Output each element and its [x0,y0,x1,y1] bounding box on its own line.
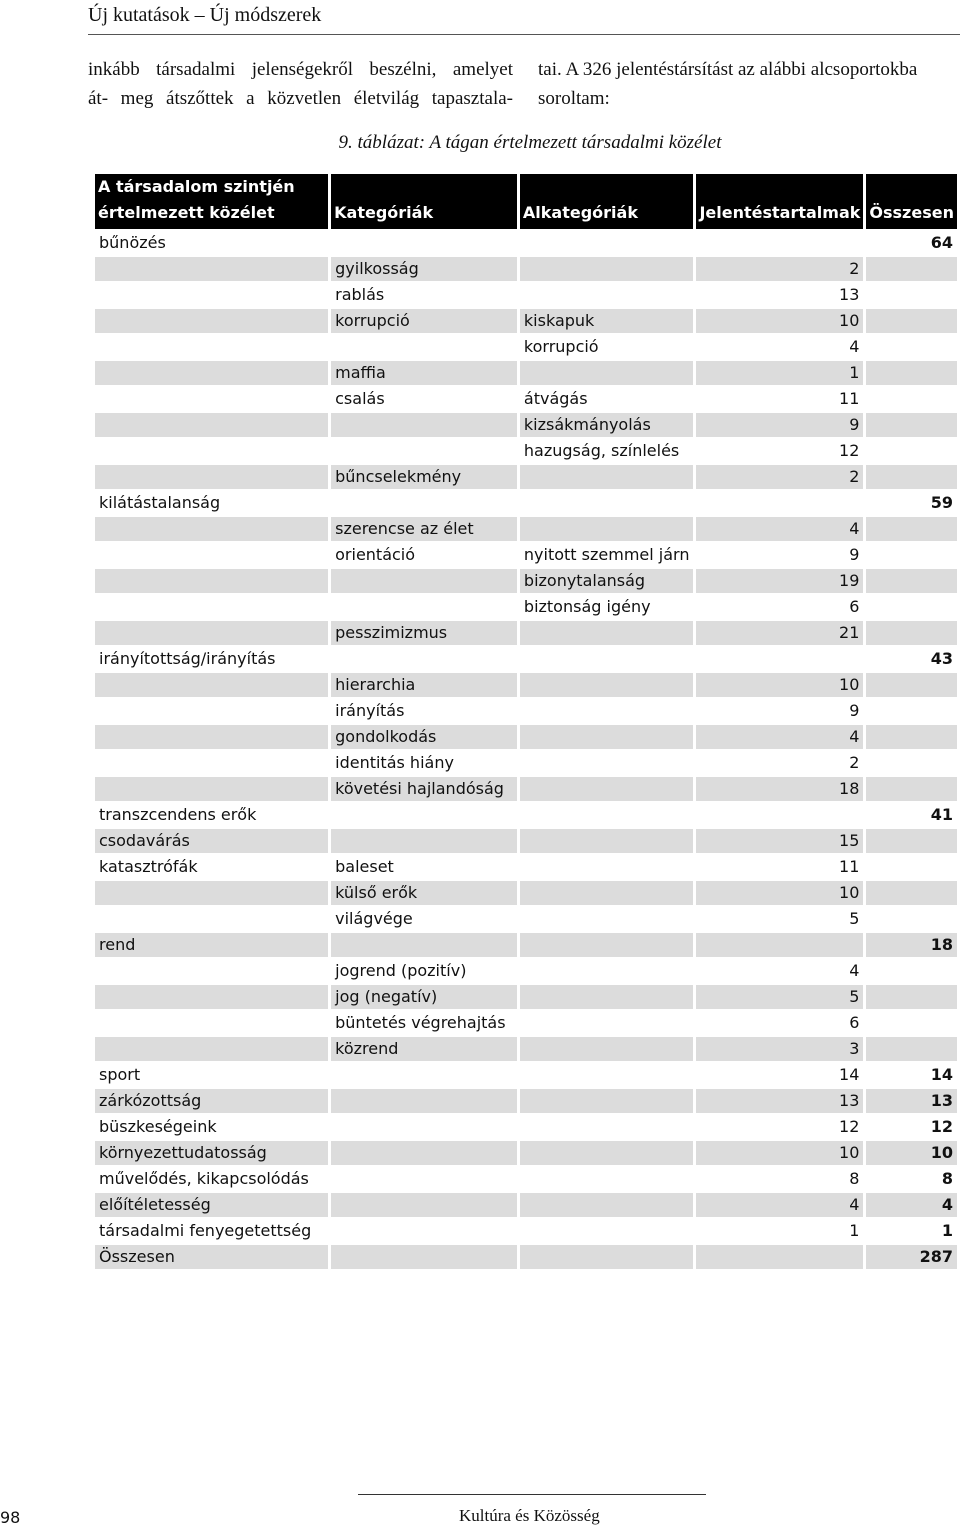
subcategory-cell: nyitott szemmel járn [520,543,694,567]
total-cell [866,543,957,567]
subcategory-cell [520,985,694,1009]
total-cell: 10 [866,1141,957,1165]
total-cell [866,283,957,307]
category-cell [331,335,517,359]
level-cell: rend [95,933,328,957]
level-cell: zárkózottság [95,1089,328,1113]
meaning-count-cell: 10 [696,881,863,905]
category-cell [331,595,517,619]
level-cell [95,595,328,619]
meaning-count-cell: 10 [696,673,863,697]
level-cell [95,257,328,281]
category-cell: jog (negatív) [331,985,517,1009]
category-cell: hierarchia [331,673,517,697]
level-cell [95,699,328,723]
meaning-count-cell: 11 [696,855,863,879]
table-row [95,699,957,723]
subcategory-cell [520,231,694,255]
meaning-count-cell: 14 [696,1063,863,1087]
level-cell: sport [95,1063,328,1087]
category-cell: külső erők [331,881,517,905]
category-cell: maffia [331,361,517,385]
total-cell [866,517,957,541]
subcategory-cell [520,283,694,307]
category-cell [331,1115,517,1139]
level-cell: művelődés, kikapcsolódás [95,1167,328,1191]
table-row [95,517,957,541]
table-row [95,1115,957,1139]
level-cell [95,1011,328,1035]
meaning-count-cell: 12 [696,1115,863,1139]
meaning-count-cell: 18 [696,777,863,801]
subcategory-cell: átvágás [520,387,694,411]
total-cell [866,985,957,1009]
meaning-count-cell: 4 [696,335,863,359]
column-header-subcategory: Alkategóriák [520,174,694,229]
meaning-count-cell: 2 [696,751,863,775]
table-row [95,1063,957,1087]
category-cell [331,803,517,827]
running-title: Új kutatások – Új módszerek [88,4,322,26]
table-row [95,673,957,697]
subcategory-cell [520,1245,694,1269]
category-cell [331,647,517,671]
level-cell [95,959,328,983]
column-header-total: Összesen [866,174,957,229]
category-cell: szerencse az élet [331,517,517,541]
table-caption: 9. táblázat: A tágan értelmezett társadalmi közélet [338,132,722,153]
meaning-count-cell: 5 [696,985,863,1009]
table-row [95,439,957,463]
meaning-count-cell: 11 [696,387,863,411]
total-cell: 8 [866,1167,957,1191]
data-table [92,172,960,1271]
meaning-count-cell: 15 [696,829,863,853]
total-cell [866,335,957,359]
meaning-count-cell: 4 [696,1193,863,1217]
category-cell [331,1167,517,1191]
category-cell: irányítás [331,699,517,723]
subcategory-cell [520,647,694,671]
level-cell: transzcendens erők [95,803,328,827]
category-cell: pesszimizmus [331,621,517,645]
meaning-count-cell: 4 [696,959,863,983]
subcategory-cell [520,855,694,879]
table-row [95,1219,957,1243]
category-cell: követési hajlandóság [331,777,517,801]
table-row [95,725,957,749]
category-cell: büntetés végrehajtás [331,1011,517,1035]
level-cell: csodavárás [95,829,328,853]
subcategory-cell [520,1063,694,1087]
level-cell: Összesen [95,1245,328,1269]
meaning-count-cell: 19 [696,569,863,593]
total-cell [866,751,957,775]
level-cell [95,725,328,749]
category-cell [331,1245,517,1269]
level-cell [95,621,328,645]
meaning-count-cell: 10 [696,1141,863,1165]
subcategory-cell [520,959,694,983]
total-cell [866,855,957,879]
meaning-count-cell: 9 [696,543,863,567]
subcategory-cell: kizsákmányolás [520,413,694,437]
subcategory-cell [520,829,694,853]
table-body [95,231,957,1269]
level-cell [95,387,328,411]
level-cell [95,335,328,359]
table-row [95,595,957,619]
level-cell [95,907,328,931]
table-header-row [95,174,957,229]
category-cell: bűncselekmény [331,465,517,489]
body-text-line: át- meg átszőttek a közvetlen életvilág tapasztala- [88,88,513,109]
meaning-count-cell: 1 [696,361,863,385]
total-cell: 59 [866,491,957,515]
body-text-line: tai. A 326 jelentéstársítást az alábbi alcsoportokba [538,59,918,80]
category-cell: gondolkodás [331,725,517,749]
level-cell: társadalmi fenyegetettség [95,1219,328,1243]
table-row [95,1167,957,1191]
subcategory-cell [520,777,694,801]
total-cell [866,907,957,931]
subcategory-cell [520,1219,694,1243]
page-number: 98 [0,1508,21,1527]
total-cell [866,439,957,463]
table-row [95,387,957,411]
table-row [95,413,957,437]
total-cell: 4 [866,1193,957,1217]
total-cell [866,673,957,697]
meaning-count-cell: 13 [696,1089,863,1113]
subcategory-cell [520,881,694,905]
total-cell: 1 [866,1219,957,1243]
subcategory-cell: hazugság, színlelés [520,439,694,463]
table-row [95,335,957,359]
subcategory-cell [520,699,694,723]
table-row [95,465,957,489]
total-cell: 13 [866,1089,957,1113]
subcategory-cell [520,751,694,775]
category-cell [331,491,517,515]
category-cell [331,1089,517,1113]
table-row [95,491,957,515]
meaning-count-cell [696,491,863,515]
table-row [95,1011,957,1035]
category-cell [331,829,517,853]
subcategory-cell [520,621,694,645]
journal-title: Kultúra és Közösség [459,1506,600,1525]
body-text-line: inkább társadalmi jelenségekről beszélni, amelyet [88,59,513,80]
category-cell [331,569,517,593]
meaning-count-cell: 2 [696,465,863,489]
total-cell: 18 [866,933,957,957]
category-cell: világvége [331,907,517,931]
subcategory-cell [520,517,694,541]
table-row [95,881,957,905]
meaning-count-cell: 6 [696,1011,863,1035]
category-cell: csalás [331,387,517,411]
category-cell: identitás hiány [331,751,517,775]
level-cell [95,543,328,567]
level-cell [95,881,328,905]
body-text-right-column [538,55,960,113]
table-row [95,803,957,827]
subcategory-cell [520,1037,694,1061]
level-cell [95,465,328,489]
category-cell [331,1063,517,1087]
meaning-count-cell: 8 [696,1167,863,1191]
meaning-count-cell: 4 [696,517,863,541]
level-cell [95,517,328,541]
meaning-count-cell [696,933,863,957]
category-cell: közrend [331,1037,517,1061]
total-cell [866,699,957,723]
category-cell: korrupció [331,309,517,333]
category-cell [331,933,517,957]
total-cell [866,595,957,619]
total-cell [866,959,957,983]
level-cell: irányítottság/irányítás [95,647,328,671]
footer-rule [358,1494,706,1495]
table-row [95,621,957,645]
total-cell [866,829,957,853]
level-cell [95,439,328,463]
subcategory-cell: biztonság igény [520,595,694,619]
category-cell: gyilkosság [331,257,517,281]
table-row [95,309,957,333]
subcategory-cell [520,803,694,827]
total-cell [866,361,957,385]
subcategory-cell [520,1089,694,1113]
category-cell [331,1193,517,1217]
subcategory-cell [520,933,694,957]
level-cell: kilátástalanság [95,491,328,515]
total-cell [866,257,957,281]
meaning-count-cell: 9 [696,699,863,723]
level-cell [95,1037,328,1061]
table-row [95,985,957,1009]
level-cell [95,673,328,697]
subcategory-cell: bizonytalanság [520,569,694,593]
total-cell [866,725,957,749]
level-cell [95,569,328,593]
table-row [95,959,957,983]
column-header-level: A társadalom szintjén értelmezett közélet [95,174,328,229]
total-cell: 12 [866,1115,957,1139]
subcategory-cell [520,491,694,515]
column-header-meanings: Jelentéstartalmak [696,174,863,229]
meaning-count-cell: 10 [696,309,863,333]
meaning-count-cell: 1 [696,1219,863,1243]
level-cell [95,361,328,385]
total-cell [866,1037,957,1061]
table-row [95,569,957,593]
table-row [95,933,957,957]
total-cell [866,881,957,905]
subcategory-cell [520,1193,694,1217]
total-cell: 14 [866,1063,957,1087]
category-cell [331,413,517,437]
level-cell: környezettudatosság [95,1141,328,1165]
meaning-count-cell [696,803,863,827]
table-row [95,1193,957,1217]
table-row [95,777,957,801]
category-cell: jogrend (pozitív) [331,959,517,983]
total-cell [866,413,957,437]
body-text-line: soroltam: [538,88,610,109]
table-row [95,1037,957,1061]
total-cell [866,569,957,593]
table-row [95,257,957,281]
subcategory-cell [520,1141,694,1165]
level-cell: büszkeségeink [95,1115,328,1139]
category-cell: rablás [331,283,517,307]
subcategory-cell [520,725,694,749]
category-cell [331,1219,517,1243]
level-cell: bűnözés [95,231,328,255]
table-row [95,283,957,307]
total-cell [866,465,957,489]
subcategory-cell [520,907,694,931]
meaning-count-cell: 5 [696,907,863,931]
meaning-count-cell [696,231,863,255]
level-cell [95,777,328,801]
table-row [95,907,957,931]
category-cell: orientáció [331,543,517,567]
category-cell [331,439,517,463]
table-row [95,231,957,255]
table-row [95,1089,957,1113]
subcategory-cell [520,361,694,385]
meaning-count-cell [696,1245,863,1269]
meaning-count-cell: 13 [696,283,863,307]
subcategory-cell: korrupció [520,335,694,359]
meaning-count-cell: 9 [696,413,863,437]
table-row [95,855,957,879]
subcategory-cell [520,257,694,281]
meaning-count-cell: 6 [696,595,863,619]
subcategory-cell [520,465,694,489]
level-cell: előítéletesség [95,1193,328,1217]
category-cell [331,231,517,255]
table-row [95,751,957,775]
table-row [95,543,957,567]
category-cell: baleset [331,855,517,879]
body-text-left-column [88,55,513,113]
total-cell [866,387,957,411]
subcategory-cell [520,673,694,697]
subcategory-cell [520,1167,694,1191]
total-cell: 41 [866,803,957,827]
column-header-category: Kategóriák [331,174,517,229]
meaning-count-cell: 4 [696,725,863,749]
total-cell [866,777,957,801]
total-cell: 43 [866,647,957,671]
level-cell [95,309,328,333]
total-cell [866,309,957,333]
total-cell [866,621,957,645]
table-row [95,1245,957,1269]
total-cell [866,1011,957,1035]
subcategory-cell: kiskapuk [520,309,694,333]
meaning-count-cell: 3 [696,1037,863,1061]
level-cell [95,751,328,775]
meaning-count-cell: 21 [696,621,863,645]
level-cell [95,413,328,437]
subcategory-cell [520,1011,694,1035]
category-cell [331,1141,517,1165]
table-row [95,829,957,853]
level-cell [95,283,328,307]
meaning-count-cell [696,647,863,671]
subcategory-cell [520,1115,694,1139]
table-row [95,1141,957,1165]
level-cell [95,985,328,1009]
header-rule [88,34,960,35]
total-cell: 287 [866,1245,957,1269]
meaning-count-cell: 2 [696,257,863,281]
meaning-count-cell: 12 [696,439,863,463]
table-row [95,647,957,671]
table-row [95,361,957,385]
total-cell: 64 [866,231,957,255]
level-cell: katasztrófák [95,855,328,879]
